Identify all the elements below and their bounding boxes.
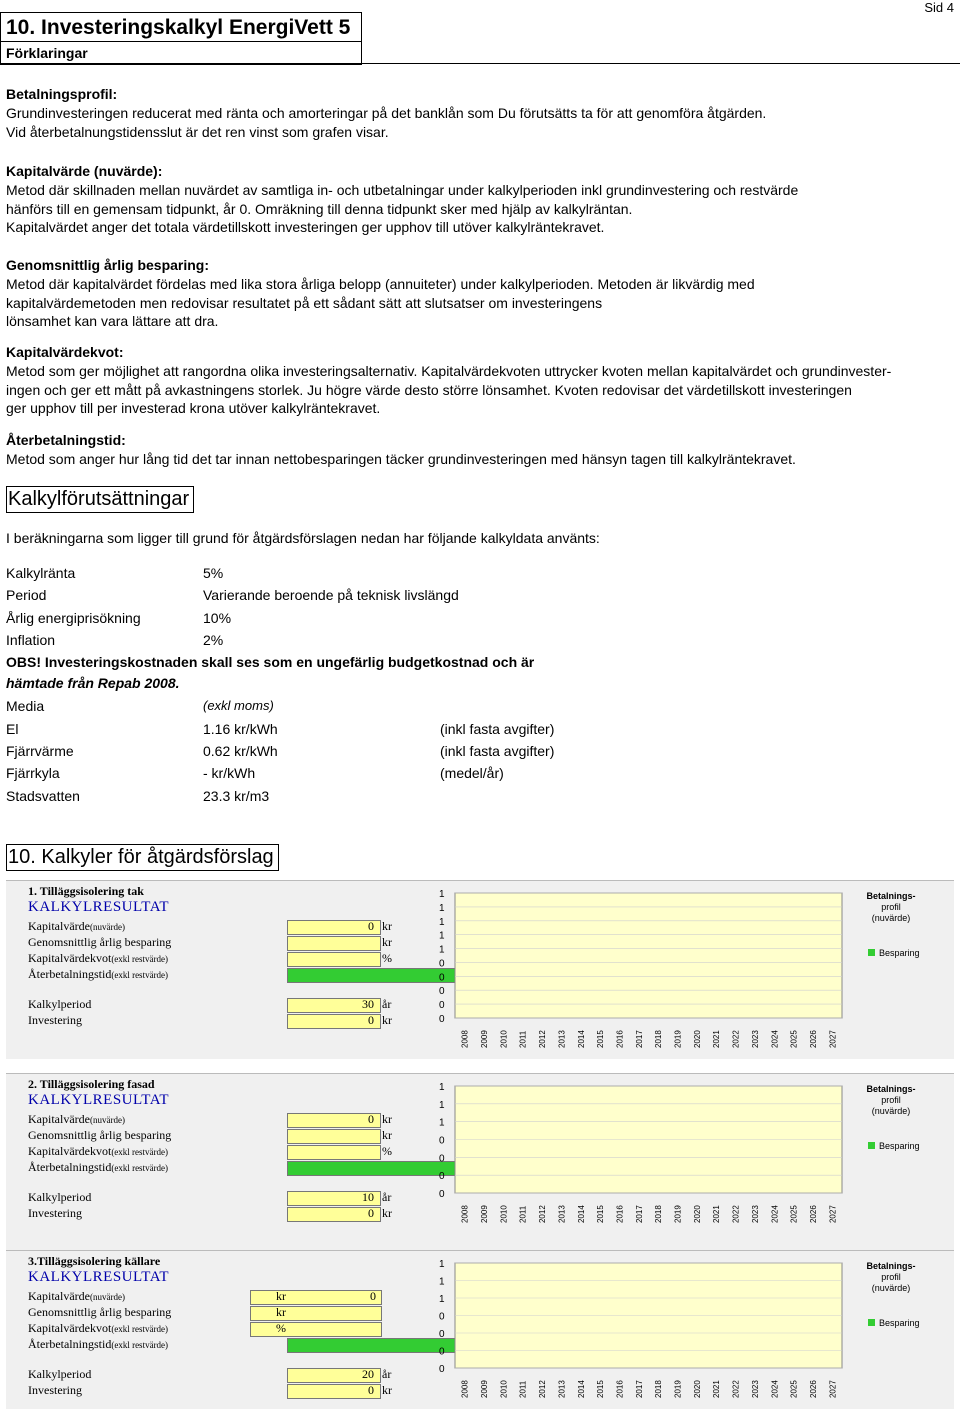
x-tick-label: 2025 [789,1030,799,1048]
calc-value-box [287,936,381,951]
x-tick-label: 2020 [692,1380,702,1398]
x-tick-label: 2019 [673,1380,683,1398]
calc-row-label [28,967,168,982]
calc-title: 2. Tilläggsisolering fasad [28,1077,155,1091]
y-tick-label: 0 [439,1346,445,1358]
calc-title: 3.Tilläggsisolering källare [28,1254,161,1268]
y-tick-label: 0 [439,1189,445,1200]
x-tick-label: 2016 [615,1030,625,1048]
x-tick-label: 2009 [480,1205,490,1223]
x-tick-label: 2013 [557,1205,567,1223]
calc-row-label: Investering [28,1383,82,1397]
obs-line-1: OBS! Investeringskostnaden skall ses som en ungefärlig budgetkostnad och är [6,654,535,670]
x-tick-label: 2015 [596,1030,606,1048]
calc-row-label-part: (nuvärde) [89,922,125,932]
explanation-heading: Kapitalvärdekvot: [6,344,124,360]
x-tick-label: 2013 [557,1380,567,1398]
x-tick-label: 2009 [480,1030,490,1048]
assumption-value: 2% [203,632,224,648]
calc-row-label-part: (exkl restvärde) [111,954,169,964]
calc-row-label-part: Återbetalningstid [28,967,112,981]
x-tick-label: 2014 [576,1205,586,1223]
y-tick-label: 0 [439,1000,445,1012]
y-tick-label: 1 [439,944,445,956]
calc-value: 0 [368,1383,374,1397]
calc-row-label [28,1112,125,1127]
calc-unit: % [276,1321,286,1335]
x-tick-label: 2025 [789,1205,799,1223]
calc-unit: kr [382,1013,392,1027]
x-tick-label: 2022 [731,1030,741,1048]
x-tick-label: 2014 [576,1030,586,1048]
legend-label-profile: (nuvärde) [871,1106,911,1116]
explanation-heading: Kapitalvärde (nuvärde): [6,163,163,179]
calc-unit: kr [382,1383,392,1397]
calc-row-label-part: Kapitalvärde [28,1289,90,1303]
calc-row-label-part: Genomsnittlig årlig besparing [28,935,172,949]
calc-row-label [28,1144,168,1159]
y-tick-label: 1 [439,902,445,914]
calc-value: 10 [362,1190,374,1204]
explanation-line: Metod som ger möjlighet att rangordna olika investeringsalternativ. Kapitalvärdekvoten uttrycker kvoten mellan kapitalvärdet och grundinvester- [6,363,892,379]
x-tick-label: 2017 [634,1380,644,1398]
calc-row-label-part: Genomsnittlig årlig besparing [28,1128,172,1142]
calc-row-label-part: Kapitalvärdekvot [28,951,112,965]
calc-unit: kr [382,1206,392,1220]
x-tick-label: 2017 [634,1030,644,1048]
calc-value-box [287,1384,381,1399]
calc-row-label: Investering [28,1206,82,1220]
x-tick-label: 2010 [499,1205,509,1223]
legend-label-saving: Besparing [879,1141,920,1151]
calc-row-label-part: (exkl restvärde) [111,1324,169,1334]
media-row-note: (inkl fasta avgifter) [440,743,555,759]
calc-unit: år [382,1190,392,1204]
assumption-value: Varierande beroende på teknisk livslängd [203,587,459,603]
calc-value-box [250,1322,382,1337]
calc-row-label [28,935,171,950]
x-tick-label: 2015 [596,1380,606,1398]
x-tick-label: 2021 [712,1380,722,1398]
y-tick-label: 0 [439,1311,445,1323]
x-tick-label: 2027 [828,1030,838,1048]
calc-value-box [287,1113,381,1128]
calc-value-box [287,1014,381,1029]
y-tick-label: 0 [439,1014,445,1025]
calc-result-heading: KALKYLRESULTAT [28,1092,170,1108]
calc-row-label-part: (exkl restvärde) [111,1163,169,1173]
calc-row-label: Kalkylperiod [28,1367,92,1381]
media-row-label: El [6,721,19,737]
explanation-line: lönsamhet kan vara lättare att dra. [6,313,219,329]
calc-row-label [28,1305,171,1320]
explanation-line: Metod som anger hur lång tid det tar innan nettobesparingen täcker grundinvesteringen med hänsyn tagen till kalkylräntekravet. [6,451,796,467]
explanation-line: Metod där kapitalvärdet fördelas med lika stora årliga belopp (annuiteter) under kalkylperioden. Metoden är likvärdig med [6,276,755,292]
x-tick-label: 2016 [615,1380,625,1398]
x-tick-label: 2008 [460,1030,470,1048]
calc-unit: kr [276,1305,286,1319]
y-tick-label: 1 [439,1276,445,1288]
calc-row-label-part: Genomsnittlig årlig besparing [28,1305,172,1319]
calc-row-label: Investering [28,1013,82,1027]
calc-row-label [28,919,125,934]
explanation-line: Grundinvesteringen reducerat med ränta och amorteringar på det banklån som Du förutsätts ta för att genomföra åtgärden. [6,105,767,121]
assumption-label: Period [6,587,47,603]
x-tick-label: 2011 [518,1380,528,1398]
calc-row-label-part: (exkl restvärde) [111,970,169,980]
calc-value-box [287,1161,474,1176]
media-label: Media [6,698,45,714]
legend-label-profile: Betalnings- [866,1084,916,1094]
x-tick-label: 2023 [750,1030,760,1048]
title-divider [0,41,362,42]
x-tick-label: 2019 [673,1205,683,1223]
calc-row-label: Kalkylperiod [28,1190,92,1204]
y-tick-label: 1 [439,930,445,942]
calc-title: 1. Tilläggsisolering tak [28,884,144,898]
y-tick-label: 1 [439,1082,445,1093]
x-tick-label: 2018 [654,1030,664,1048]
media-row-value: - kr/kWh [203,765,256,781]
page-title: 10. Investeringskalkyl EnergiVett 5 [6,16,351,39]
x-tick-label: 2024 [770,1380,780,1398]
calc-unit: % [382,951,392,965]
calc-value-box [287,968,474,983]
calc-unit: år [382,997,392,1011]
calc-row-label-part: Kapitalvärdekvot [28,1144,112,1158]
legend-label-saving: Besparing [879,948,920,958]
calc-value: 0 [368,1206,374,1220]
assumption-label: Inflation [6,632,56,648]
calc-row-label-part: (exkl restvärde) [111,1340,169,1350]
calc-row-label [28,1289,125,1304]
media-row-value: 23.3 kr/m3 [203,788,270,804]
x-tick-label: 2016 [615,1205,625,1223]
explanation-line: Vid återbetalnungstidensslut är det ren vinst som grafen visar. [6,123,389,140]
legend-label-profile: (nuvärde) [871,913,911,923]
calc-value-box [250,1306,382,1321]
x-tick-label: 2025 [789,1380,799,1398]
calc-row-label-part: Kapitalvärde [28,919,90,933]
media-row-note: (medel/år) [440,765,504,781]
explanation-line: Metod där skillnaden mellan nuvärdet av samtliga in- och utbetalningar under kalkylperioden inkl grundinvestering och restvärde [6,182,799,198]
x-tick-label: 2017 [634,1205,644,1223]
calc-row-label [28,1321,168,1336]
legend-label-profile: (nuvärde) [871,1283,911,1293]
media-row-label: Stadsvatten [6,788,80,804]
obs-line-2: hämtade från Repab 2008. [6,675,180,691]
calc-row-label-part: Återbetalningstid [28,1160,112,1174]
calc-value-box [287,1207,381,1222]
x-tick-label: 2019 [673,1030,683,1048]
assumption-label: Kalkylränta [6,565,76,581]
calc-row-label-part: Återbetalningstid [28,1337,112,1351]
y-tick-label: 0 [439,958,445,970]
explanation-line: ger upphov till per investerad krona utöver kalkylräntekravet. [6,400,381,416]
calc-unit: år [382,1367,392,1381]
legend-label-profile: Betalnings- [866,891,916,901]
x-tick-label: 2020 [692,1030,702,1048]
calc-unit: kr [382,919,392,933]
y-tick-label: 1 [439,1294,445,1305]
x-tick-label: 2026 [808,1380,818,1398]
x-tick-label: 2014 [576,1380,586,1398]
calc-row-label: Kalkylperiod [28,997,92,1011]
explanation-line: kapitalvärdemetoden men redovisar resultatet på ett sådant sätt att slutsatser om investeringens [6,294,603,311]
x-tick-label: 2013 [557,1030,567,1048]
legend-label-profile: Betalnings- [866,1261,916,1271]
calc-unit: kr [382,1128,392,1142]
y-tick-label: 0 [439,972,445,984]
x-tick-label: 2026 [808,1205,818,1223]
calc-row-label [28,1128,171,1143]
x-tick-label: 2027 [828,1205,838,1223]
calc-row-label [28,1160,168,1175]
x-tick-label: 2021 [712,1030,722,1048]
media-row-label: Fjärrvärme [6,743,74,759]
assumptions-heading: Kalkylförutsättningar [6,486,194,513]
x-tick-label: 2023 [750,1380,760,1398]
calc-result-heading: KALKYLRESULTAT [28,899,170,915]
calc-value-box [287,1145,381,1160]
header-rule [0,63,960,64]
y-tick-label: 0 [439,986,445,998]
calc-value: 0 [370,1289,376,1303]
calc-unit: kr [382,1112,392,1126]
x-tick-label: 2022 [731,1380,741,1398]
x-tick-label: 2026 [808,1030,818,1048]
x-tick-label: 2009 [480,1380,490,1398]
y-tick-label: 1 [439,1117,445,1129]
assumption-value: 10% [203,610,232,626]
x-tick-label: 2018 [654,1380,664,1398]
page-number: Sid 4 [924,0,954,15]
calc-unit: % [382,1144,392,1158]
x-tick-label: 2012 [538,1030,548,1048]
legend-label-profile: profil [881,1095,901,1105]
calc-result-heading: KALKYLRESULTAT [28,1269,170,1285]
legend-label-profile: profil [881,902,901,912]
x-tick-label: 2008 [460,1205,470,1223]
calc-value-box [250,1290,382,1305]
y-tick-label: 1 [439,916,445,928]
y-tick-label: 1 [439,1099,445,1111]
assumption-label: Årlig energiprisökning [6,610,141,626]
media-row-value: 0.62 kr/kWh [203,743,278,759]
media-row-note: (inkl fasta avgifter) [440,721,555,737]
y-tick-label: 0 [439,1364,445,1375]
calc-value: 0 [368,919,374,933]
x-tick-label: 2022 [731,1205,741,1223]
page-subtitle: Förklaringar [6,45,88,61]
x-tick-label: 2020 [692,1205,702,1223]
calc-value-box [287,920,381,935]
x-tick-label: 2015 [596,1205,606,1223]
calc-value: 30 [362,997,374,1011]
legend-label-profile: profil [881,1272,901,1282]
explanation-heading: Återbetalningstid: [6,432,126,448]
y-tick-label: 0 [439,1135,445,1147]
calc-value-box [287,952,381,967]
explanation-heading: Betalningsprofil: [6,86,118,102]
media-row-label: Fjärrkyla [6,765,60,781]
x-tick-label: 2024 [770,1205,780,1223]
x-tick-label: 2018 [654,1205,664,1223]
x-tick-label: 2024 [770,1030,780,1048]
calc-row-label-part: (exkl restvärde) [111,1147,169,1157]
explanation-heading: Genomsnittlig årlig besparing: [6,257,210,273]
media-row-value: 1.16 kr/kWh [203,721,278,737]
calc-row-label-part: Kapitalvärdekvot [28,1321,112,1335]
calc-value-box [287,1129,381,1144]
explanation-line: ingen och ger ett mått på avkastningens storlek. Ju högre värde desto större lönsamhet. Kvoten redovisar det värdetillskott investeringen [6,381,852,398]
calc-row-label [28,1337,168,1352]
x-tick-label: 2011 [518,1030,528,1048]
calc-value: 0 [368,1013,374,1027]
y-tick-label: 0 [439,1171,445,1183]
assumptions-intro: I beräkningarna som ligger till grund för åtgärdsförslagen nedan har följande kalkyldata använts: [6,530,600,546]
calc-row-label [28,951,168,966]
calc-value-box [287,1338,474,1353]
legend-label-saving: Besparing [879,1318,920,1328]
calc-value: 0 [368,1112,374,1126]
x-tick-label: 2010 [499,1380,509,1398]
y-tick-label: 1 [439,889,445,900]
calc-row-label-part: Kapitalvärde [28,1112,90,1126]
assumption-value: 5% [203,565,224,581]
x-tick-label: 2027 [828,1380,838,1398]
calc-row-label-part: (nuvärde) [89,1115,125,1125]
x-tick-label: 2010 [499,1030,509,1048]
explanation-line: Kapitalvärdet anger det totala värdetillskott investeringen ger upphov till utöver kalkylräntekravet. [6,219,605,235]
explanation-line: hänförs till en gemensam tidpunkt, år 0. Omräkning till denna tidpunkt sker med hjälp av kalkylräntan. [6,200,633,217]
calc-unit: kr [382,935,392,949]
calc-row-label-part: (nuvärde) [89,1292,125,1302]
x-tick-label: 2012 [538,1205,548,1223]
x-tick-label: 2008 [460,1380,470,1398]
y-tick-label: 0 [439,1329,445,1340]
x-tick-label: 2011 [518,1205,528,1223]
x-tick-label: 2023 [750,1205,760,1223]
y-tick-label: 0 [439,1153,445,1165]
calc-value: 20 [362,1367,374,1381]
media-note: (exkl moms) [203,698,274,713]
calc-unit: kr [276,1289,286,1303]
x-tick-label: 2012 [538,1380,548,1398]
y-tick-label: 1 [439,1259,445,1270]
x-tick-label: 2021 [712,1205,722,1223]
calcs-heading: 10. Kalkyler för åtgärdsförslag [6,844,279,871]
